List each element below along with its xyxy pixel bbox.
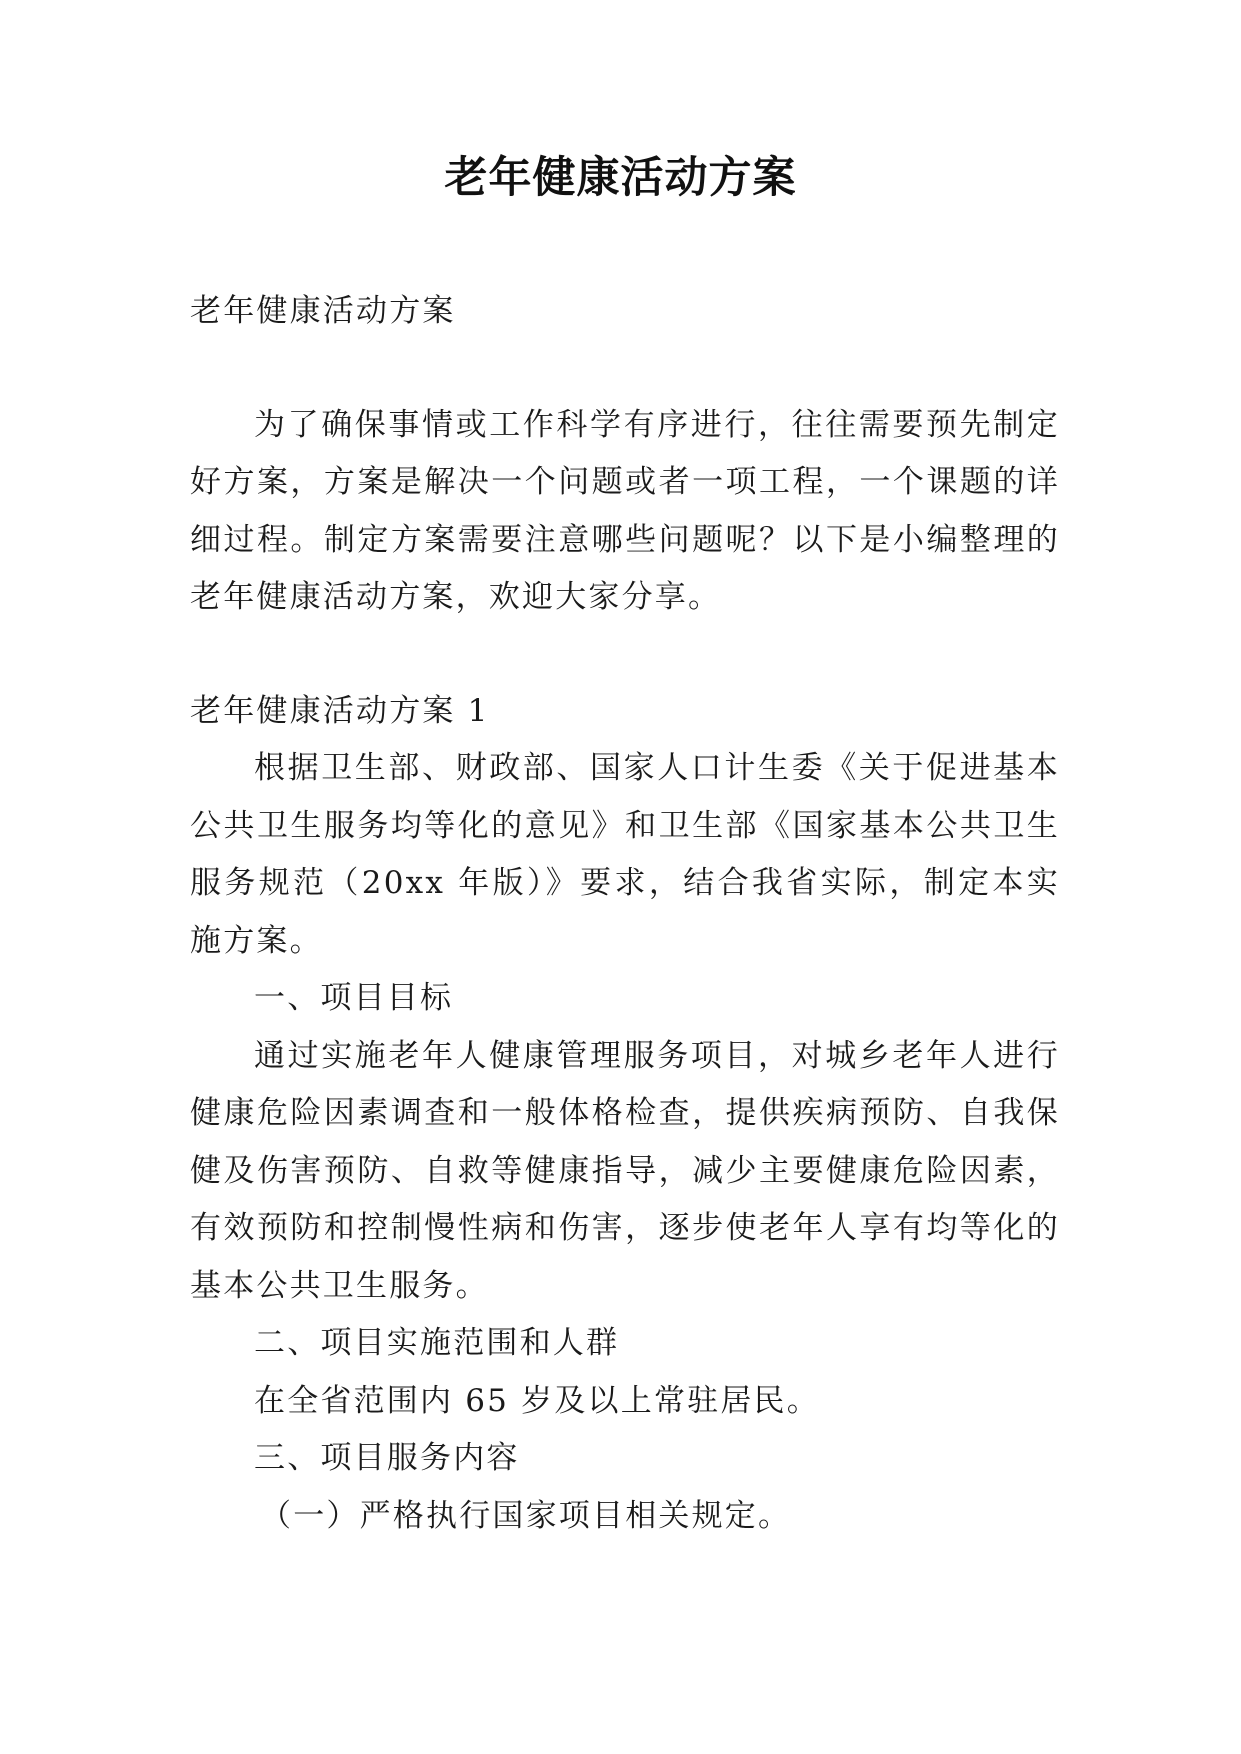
heading-project-goal: 一、项目目标 [254, 980, 454, 1016]
section-heading-1: 老年健康活动方案 1 [190, 692, 490, 729]
service-item-1: （一）严格执行国家项目相关规定。 [260, 1497, 792, 1534]
intro-paragraph: 为了确保事情或工作科学有序进行，往往需要预先制定好方案，方案是解决一个问题或者一项工程，一个课题的详细过程。制定方案需要注意哪些问题呢？以下是小编整理的老年健康活动方案，欢迎大家分享。 [190, 406, 1060, 615]
document-subtitle: 老年健康活动方案 [190, 293, 456, 329]
document-body [190, 283, 1060, 1545]
project-goal-paragraph: 通过实施老年人健康管理服务项目，对城乡老年人进行健康危险因素调查和一般体格检查，提供疾病预防、自我保健及伤害预防、自救等健康指导，减少主要健康危险因素，有效预防和控制慢性病和伤害，逐步使老年人享有均等化的基本公共卫生服务。 [190, 1037, 1060, 1304]
document-title: 老年健康活动方案 [444, 153, 797, 203]
heading-scope-and-population: 二、项目实施范围和人群 [254, 1325, 620, 1361]
scope-paragraph: 在全省范围内 65 岁及以上常驻居民。 [254, 1382, 820, 1419]
section-1-paragraph: 根据卫生部、财政部、国家人口计生委《关于促进基本公共卫生服务均等化的意见》和卫生部《国家基本公共卫生服务规范（20xx 年版）》要求，结合我省实际，制定本实施方案。 [190, 750, 1060, 959]
heading-service-content: 三、项目服务内容 [254, 1440, 520, 1476]
